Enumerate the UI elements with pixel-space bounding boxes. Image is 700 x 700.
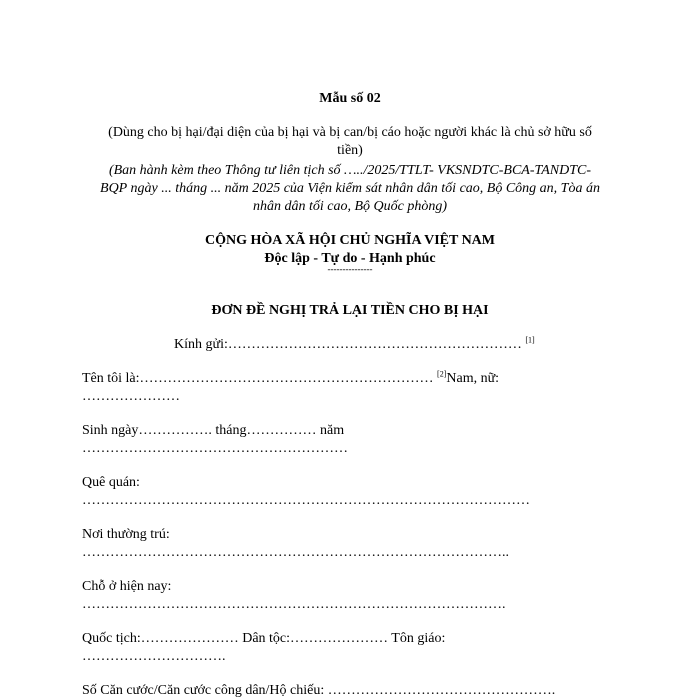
can-cuoc-line <box>82 682 555 700</box>
national-motto: Độc lập - Tự do - Hạnh phúc <box>264 251 436 266</box>
usage-note-line-2: tiền) <box>337 143 363 158</box>
issued-note-line-3: nhân dân tối cao, Bộ Quốc phòng) <box>252 199 448 214</box>
nam-field[interactable]: ………………………………………………… <box>82 441 348 456</box>
ten-field[interactable]: ……………………………………………………… <box>139 371 434 386</box>
motto-underline: --------------- <box>327 264 373 274</box>
kinh-gui-field[interactable]: ……………………………………………………… <box>227 337 522 352</box>
cho-o-hien-nay-label: Chỗ ở hiện nay: <box>82 579 172 594</box>
gioi-tinh-field[interactable]: ………………… <box>82 389 180 404</box>
ton-giao-field[interactable]: …………………………. <box>82 649 226 664</box>
footnote-ref-1: [1] <box>525 335 535 345</box>
ten-line <box>82 370 499 388</box>
form-number: Mẫu số 02 <box>319 91 381 106</box>
ngay-field[interactable]: ……………. <box>138 423 212 438</box>
sinh-ngay-line <box>82 422 344 440</box>
que-quan-label: Quê quán: <box>82 475 140 490</box>
dan-toc-label: Dân tộc: <box>242 631 291 646</box>
can-cuoc-field[interactable]: …………………………………………. <box>327 683 556 698</box>
sinh-ngay-label: Sinh ngày <box>82 423 139 438</box>
issued-note-line-1: (Ban hành kèm theo Thông tư liên tịch số …../2025/TTLT- VKSNDTC-BCA-TANDTC- <box>108 163 592 178</box>
kinh-gui-label: Kính gửi: <box>174 337 228 352</box>
quoc-tich-label: Quốc tịch: <box>82 631 141 646</box>
usage-note-line-1: (Dùng cho bị hại/đại diện của bị hại và bị can/bị cáo hoặc người khác là chủ sở hữu số <box>108 125 592 140</box>
quoc-tich-field[interactable]: ………………… <box>140 631 239 646</box>
que-quan-field[interactable]: …………………………………………………………………………………… <box>82 493 530 508</box>
issued-note-line-2: BQP ngày ... tháng ... năm 2025 của Viện kiểm sát nhân dân tối cao, Bộ Công an, Tòa án <box>100 181 600 196</box>
quoc-tich-line <box>82 630 445 648</box>
gioi-tinh-label: Nam, nữ: <box>446 371 500 386</box>
cho-o-hien-nay-field[interactable]: ………………………………………………………………………………. <box>82 597 506 612</box>
can-cuoc-label: Số Căn cước/Căn cước công dân/Hộ chiếu: <box>82 683 325 698</box>
national-title: CỘNG HÒA XÃ HỘI CHỦ NGHĨA VIỆT NAM <box>204 233 495 248</box>
thang-label: tháng <box>215 423 247 438</box>
ten-label: Tên tôi là: <box>82 371 140 386</box>
dan-toc-field[interactable]: ………………… <box>290 631 389 646</box>
ton-giao-label: Tôn giáo: <box>391 631 446 646</box>
footnote-ref-2: [2] <box>437 369 447 379</box>
nam-label: năm <box>320 423 345 438</box>
document-title: ĐƠN ĐỀ NGHỊ TRẢ LẠI TIỀN CHO BỊ HẠI <box>211 303 489 318</box>
thang-field[interactable]: …………… <box>246 423 317 438</box>
kinh-gui-line <box>174 336 535 354</box>
thuong-tru-label: Nơi thường trú: <box>82 527 170 542</box>
thuong-tru-field[interactable]: ……………………………………………………………………………….. <box>82 545 509 560</box>
